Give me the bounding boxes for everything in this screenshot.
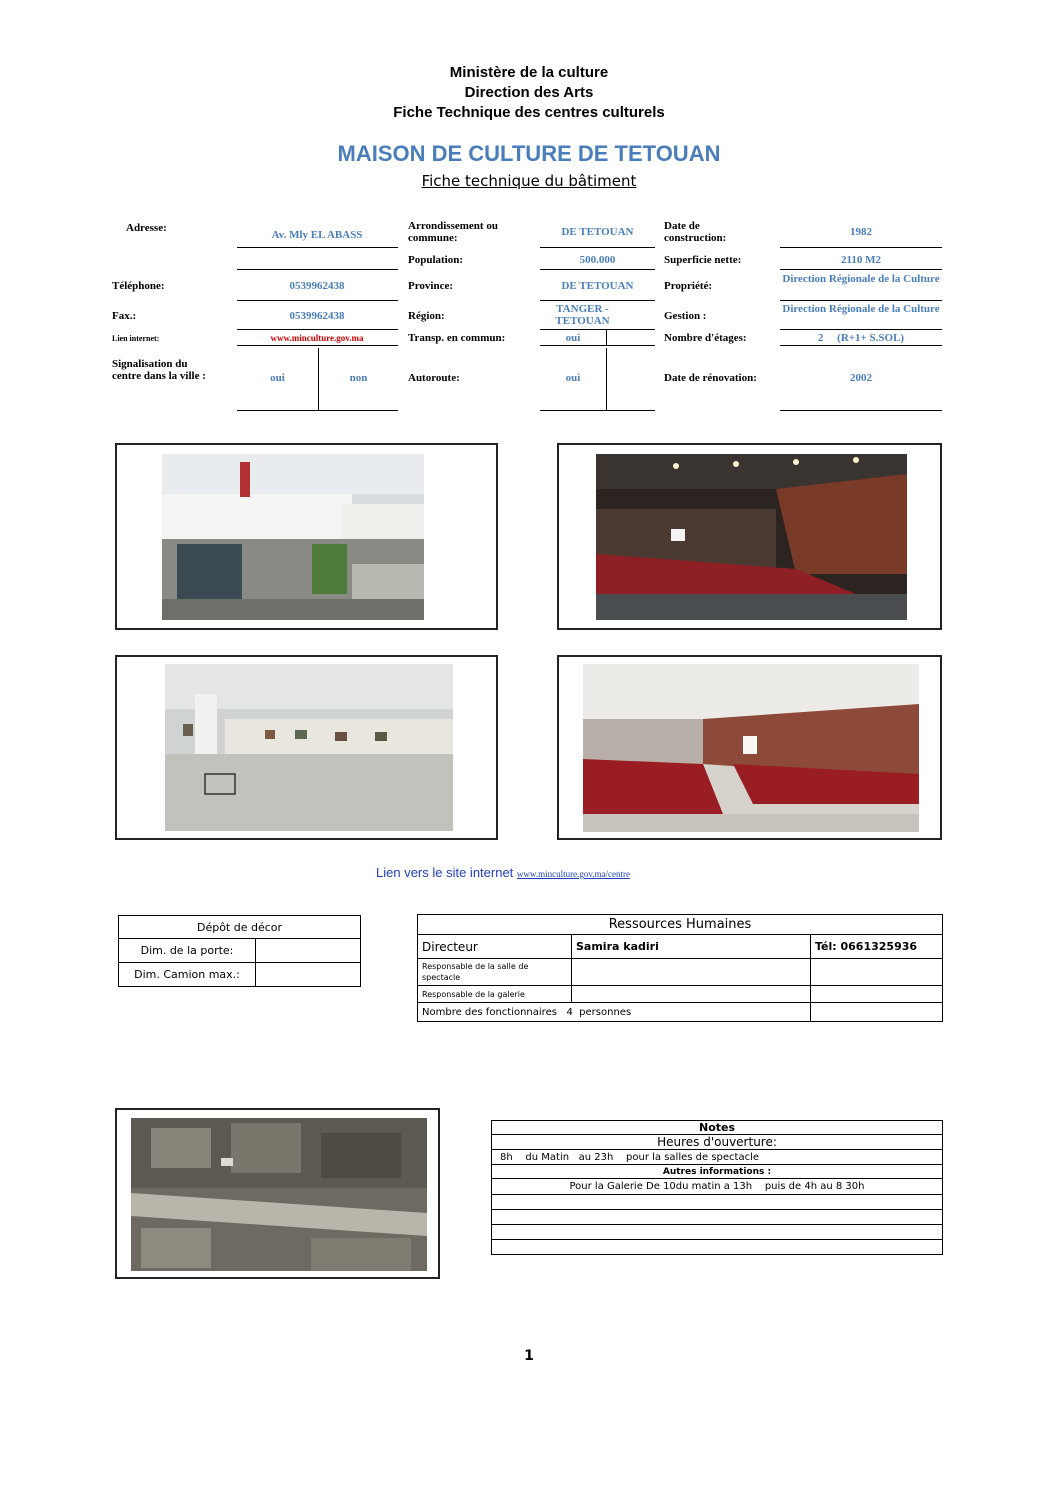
rh-nombre-fonctionnaires: Nombre des fonctionnaires 4 personnes <box>418 1003 811 1022</box>
notes-title: Notes <box>492 1121 943 1135</box>
page-number: 1 <box>524 1348 534 1364</box>
rh-directeur-tel: Tél: 0661325936 <box>811 935 943 959</box>
notes-autres: Autres informations : <box>492 1165 943 1179</box>
rh-directeur-label: Directeur <box>418 935 572 959</box>
gestion-value: Direction Régionale de la Culture <box>782 303 940 315</box>
province-value: DE TETOUAN <box>561 280 634 292</box>
page-title: MAISON DE CULTURE DE TETOUAN <box>337 141 721 166</box>
notes-empty-row <box>492 1210 943 1225</box>
fax-value: 0539962438 <box>289 310 345 322</box>
transp-label: Transp. en commun: <box>408 332 506 344</box>
theater-hall-image <box>596 454 907 620</box>
notes-empty-row <box>492 1195 943 1210</box>
depot-decor-table <box>118 915 361 987</box>
notes-horaires-salle: 8h du Matin au 23h pour la salles de spectacle <box>492 1150 943 1165</box>
website-link-label: Lien vers le site internet <box>376 865 514 880</box>
transp-value: oui <box>565 332 581 344</box>
depot-camion-value <box>256 963 361 987</box>
website-link-url[interactable]: www.minculture.gov.ma/centre <box>516 869 630 879</box>
depot-porte-label: Dim. de la porte: <box>119 939 256 963</box>
notes-empty-row <box>492 1240 943 1255</box>
photo-facade-frame <box>115 443 498 630</box>
telephone-label: Téléphone: <box>112 280 165 292</box>
arrondissement-value: DE TETOUAN <box>561 226 634 238</box>
population-label: Population: <box>408 254 464 266</box>
signalisation-oui: oui <box>270 372 285 384</box>
date-construction-value: 1982 <box>850 226 872 238</box>
aerial-map-image <box>131 1118 427 1271</box>
population-value: 500.000 <box>579 254 616 266</box>
page-subtitle: Fiche technique du bâtiment <box>421 172 637 190</box>
building-facade-image <box>162 454 424 620</box>
rh-resp-salle-tel <box>811 959 943 986</box>
arrondissement-label: Arrondissement ou commune: <box>408 220 498 244</box>
signalisation-label: Signalisation du centre dans la ville : <box>112 358 206 382</box>
notes-table <box>491 1120 943 1255</box>
gestion-label: Gestion : <box>664 310 707 322</box>
website-link-line <box>376 865 630 880</box>
notes-galerie: Pour la Galerie De 10du matin a 13h puis de 4h au 8 30h <box>492 1179 943 1195</box>
region-value: TANGER - TETOUAN <box>555 303 610 327</box>
direction-name: Direction des Arts <box>464 84 594 101</box>
rh-nombre-extra <box>811 1003 943 1022</box>
depot-camion-label: Dim. Camion max.: <box>119 963 256 987</box>
region-label: Région: <box>408 310 445 322</box>
rh-resp-galerie-label: Responsable de la galerie <box>418 986 572 1003</box>
renovation-value: 2002 <box>850 372 872 384</box>
propriete-value: Direction Régionale de la Culture <box>782 273 940 285</box>
depot-porte-value <box>256 939 361 963</box>
province-label: Province: <box>408 280 454 292</box>
renovation-label: Date de rénovation: <box>664 372 757 384</box>
adresse-label: Adresse: <box>126 222 167 234</box>
fax-label: Fax.: <box>112 310 137 322</box>
etages-label: Nombre d'étages: <box>664 332 747 344</box>
ressources-humaines-table <box>417 914 943 1022</box>
rh-directeur-nom: Samira kadiri <box>572 935 811 959</box>
autoroute-label: Autoroute: <box>408 372 460 384</box>
photo-gallery-frame <box>115 655 498 840</box>
notes-empty-row <box>492 1225 943 1240</box>
superficie-value: 2110 M2 <box>840 254 882 266</box>
rh-resp-galerie-nom <box>572 986 811 1003</box>
notes-heures: Heures d'ouverture: <box>492 1135 943 1150</box>
autoroute-value: oui <box>565 372 581 384</box>
rh-title: Ressources Humaines <box>418 915 943 935</box>
superficie-label: Superficie nette: <box>664 254 742 266</box>
rh-resp-salle-nom <box>572 959 811 986</box>
rh-resp-galerie-tel <box>811 986 943 1003</box>
auditorium-image <box>583 664 919 832</box>
lien-label: Lien internet: <box>112 334 160 343</box>
rh-resp-salle-label: Responsable de la salle de spectacle <box>418 959 572 986</box>
map-frame <box>115 1108 440 1279</box>
photo-hall-frame <box>557 443 942 630</box>
etages-value: 2 (R+1+ S.SOL) <box>817 332 905 344</box>
signalisation-non: non <box>349 372 368 384</box>
adresse-value: Av. Mly EL ABASS <box>271 229 363 241</box>
photo-auditorium-frame <box>557 655 942 840</box>
depot-title: Dépôt de décor <box>119 916 361 939</box>
ministry-name: Ministère de la culture <box>449 64 609 81</box>
propriete-label: Propriété: <box>664 280 713 292</box>
document-type: Fiche Technique des centres culturels <box>393 104 665 121</box>
lien-value[interactable]: www.minculture.gov.ma <box>270 333 364 343</box>
date-construction-label: Date de construction: <box>664 220 727 244</box>
gallery-image <box>165 664 453 831</box>
telephone-value: 0539962438 <box>289 280 345 292</box>
